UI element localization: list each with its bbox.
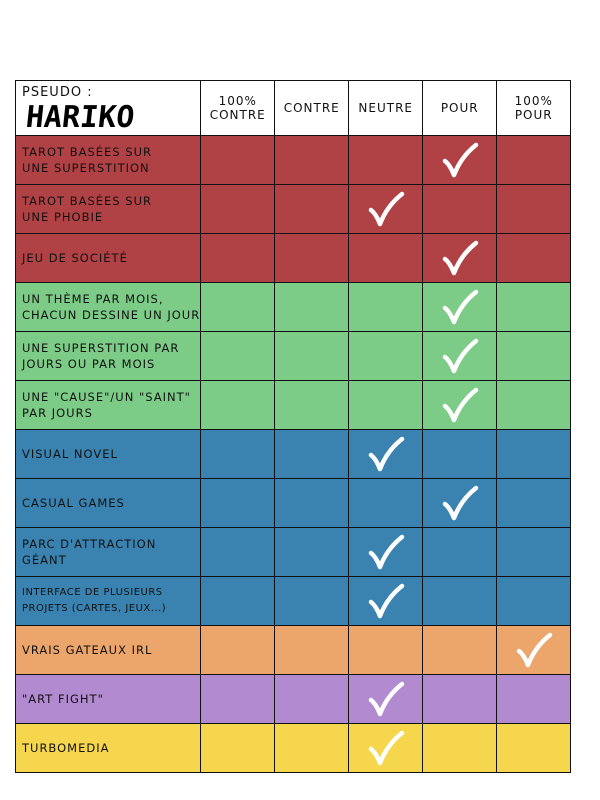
row-label-line: UN THÈME PAR MOIS, bbox=[22, 292, 164, 306]
check-icon bbox=[366, 532, 406, 572]
choice-cell[interactable] bbox=[201, 724, 275, 773]
row-label-line: VISUAL NOVEL bbox=[22, 447, 118, 461]
row-label bbox=[16, 332, 201, 381]
option-header: CONTRE bbox=[275, 81, 349, 136]
row-label-line: CASUAL GAMES bbox=[22, 496, 125, 510]
option-header: 100% CONTRE bbox=[201, 81, 275, 136]
choice-cell[interactable] bbox=[275, 724, 349, 773]
choice-cell[interactable] bbox=[201, 283, 275, 332]
table-row bbox=[16, 577, 571, 626]
choice-cell[interactable] bbox=[349, 185, 423, 234]
choice-cell[interactable] bbox=[349, 234, 423, 283]
choice-cell[interactable] bbox=[275, 185, 349, 234]
choice-cell[interactable] bbox=[497, 381, 571, 430]
row-label-line: CHACUN DESSINE UN JOUR bbox=[22, 308, 201, 322]
option-header: NEUTRE bbox=[349, 81, 423, 136]
choice-cell[interactable] bbox=[423, 724, 497, 773]
choice-cell[interactable] bbox=[349, 136, 423, 185]
table-row bbox=[16, 332, 571, 381]
row-label bbox=[16, 234, 201, 283]
choice-cell[interactable] bbox=[423, 185, 497, 234]
check-icon bbox=[514, 630, 554, 670]
row-label-line: PROJETS (CARTES, JEUX...) bbox=[22, 603, 167, 614]
row-label-line: "ART FIGHT" bbox=[22, 692, 104, 706]
choice-cell[interactable] bbox=[423, 528, 497, 577]
choice-cell[interactable] bbox=[423, 577, 497, 626]
poll-table bbox=[15, 80, 571, 773]
choice-cell[interactable] bbox=[497, 675, 571, 724]
row-label-line: JEU DE SOCIÉTÉ bbox=[22, 251, 128, 265]
table-row bbox=[16, 234, 571, 283]
choice-cell[interactable] bbox=[201, 479, 275, 528]
table-row bbox=[16, 626, 571, 675]
choice-cell[interactable] bbox=[423, 234, 497, 283]
row-label-line: UNE SUPERSTITION bbox=[22, 161, 150, 175]
choice-cell[interactable] bbox=[423, 430, 497, 479]
check-icon bbox=[440, 483, 480, 523]
choice-cell[interactable] bbox=[201, 675, 275, 724]
choice-cell[interactable] bbox=[497, 332, 571, 381]
check-icon bbox=[440, 287, 480, 327]
row-label-line: INTERFACE DE PLUSIEURS bbox=[22, 587, 163, 598]
choice-cell[interactable] bbox=[497, 479, 571, 528]
choice-cell[interactable] bbox=[349, 528, 423, 577]
table-row bbox=[16, 724, 571, 773]
table-row bbox=[16, 430, 571, 479]
check-icon bbox=[440, 140, 480, 180]
row-label bbox=[16, 136, 201, 185]
choice-cell[interactable] bbox=[349, 675, 423, 724]
choice-cell[interactable] bbox=[275, 283, 349, 332]
check-icon bbox=[366, 581, 406, 621]
row-label bbox=[16, 283, 201, 332]
choice-cell[interactable] bbox=[201, 234, 275, 283]
choice-cell[interactable] bbox=[275, 234, 349, 283]
choice-cell[interactable] bbox=[275, 430, 349, 479]
choice-cell[interactable] bbox=[349, 577, 423, 626]
check-icon bbox=[366, 434, 406, 474]
table-row bbox=[16, 185, 571, 234]
row-label-line: TAROT BASÉES SUR bbox=[22, 145, 152, 159]
pseudo-cell bbox=[16, 81, 201, 136]
choice-cell[interactable] bbox=[201, 528, 275, 577]
choice-cell[interactable] bbox=[349, 724, 423, 773]
row-label-line: TURBOMEDIA bbox=[22, 741, 110, 755]
row-label bbox=[16, 577, 201, 626]
choice-cell[interactable] bbox=[349, 430, 423, 479]
row-label-line: PAR JOURS bbox=[22, 406, 93, 420]
choice-cell[interactable] bbox=[423, 479, 497, 528]
choice-cell[interactable] bbox=[349, 626, 423, 675]
check-icon bbox=[440, 385, 480, 425]
table-row bbox=[16, 381, 571, 430]
choice-cell[interactable] bbox=[497, 283, 571, 332]
choice-cell[interactable] bbox=[275, 626, 349, 675]
row-label-line: PARC D'ATTRACTION bbox=[22, 537, 157, 551]
choice-cell[interactable] bbox=[497, 430, 571, 479]
choice-cell[interactable] bbox=[349, 479, 423, 528]
row-label-line: GÉANT bbox=[22, 553, 67, 567]
row-label-line: UNE SUPERSTITION PAR bbox=[22, 341, 180, 355]
choice-cell[interactable] bbox=[275, 381, 349, 430]
choice-cell[interactable] bbox=[349, 381, 423, 430]
choice-cell[interactable] bbox=[423, 283, 497, 332]
check-icon bbox=[440, 238, 480, 278]
header-row bbox=[16, 81, 571, 136]
row-label bbox=[16, 675, 201, 724]
choice-cell[interactable] bbox=[275, 577, 349, 626]
choice-cell[interactable] bbox=[497, 724, 571, 773]
row-label-line: JOURS OU PAR MOIS bbox=[22, 357, 156, 371]
table-row bbox=[16, 283, 571, 332]
choice-cell[interactable] bbox=[423, 332, 497, 381]
pseudo-name: HARIKO bbox=[24, 100, 137, 135]
row-label bbox=[16, 381, 201, 430]
choice-cell[interactable] bbox=[275, 136, 349, 185]
choice-cell[interactable] bbox=[201, 332, 275, 381]
check-icon bbox=[440, 336, 480, 376]
choice-cell[interactable] bbox=[201, 136, 275, 185]
table-row bbox=[16, 675, 571, 724]
choice-cell[interactable] bbox=[201, 626, 275, 675]
choice-cell[interactable] bbox=[497, 185, 571, 234]
row-label-line: UNE PHOBIE bbox=[22, 210, 104, 224]
choice-cell[interactable] bbox=[201, 185, 275, 234]
choice-cell[interactable] bbox=[275, 528, 349, 577]
row-label bbox=[16, 528, 201, 577]
table-row bbox=[16, 528, 571, 577]
row-label bbox=[16, 626, 201, 675]
row-label-line: TAROT BASÉES SUR bbox=[22, 194, 152, 208]
row-label-line: VRAIS GATEAUX IRL bbox=[22, 643, 153, 657]
choice-cell[interactable] bbox=[201, 577, 275, 626]
table-row bbox=[16, 479, 571, 528]
check-icon bbox=[366, 189, 406, 229]
choice-cell[interactable] bbox=[423, 381, 497, 430]
pseudo-label: PSEUDO : bbox=[22, 85, 93, 100]
choice-cell[interactable] bbox=[275, 675, 349, 724]
choice-cell[interactable] bbox=[423, 675, 497, 724]
choice-cell[interactable] bbox=[497, 234, 571, 283]
row-label-line: UNE "CAUSE"/UN "SAINT" bbox=[22, 390, 191, 404]
choice-cell[interactable] bbox=[423, 626, 497, 675]
choice-cell[interactable] bbox=[497, 577, 571, 626]
choice-cell[interactable] bbox=[201, 381, 275, 430]
choice-cell[interactable] bbox=[275, 332, 349, 381]
choice-cell[interactable] bbox=[423, 136, 497, 185]
option-header: 100% POUR bbox=[497, 81, 571, 136]
choice-cell[interactable] bbox=[497, 136, 571, 185]
check-icon bbox=[366, 728, 406, 768]
choice-cell[interactable] bbox=[497, 528, 571, 577]
row-label bbox=[16, 430, 201, 479]
option-header: POUR bbox=[423, 81, 497, 136]
check-icon bbox=[366, 679, 406, 719]
choice-cell[interactable] bbox=[201, 430, 275, 479]
choice-cell[interactable] bbox=[349, 332, 423, 381]
row-label bbox=[16, 185, 201, 234]
row-label bbox=[16, 724, 201, 773]
table-row bbox=[16, 136, 571, 185]
choice-cell[interactable] bbox=[349, 283, 423, 332]
choice-cell[interactable] bbox=[497, 626, 571, 675]
row-label bbox=[16, 479, 201, 528]
choice-cell[interactable] bbox=[275, 479, 349, 528]
